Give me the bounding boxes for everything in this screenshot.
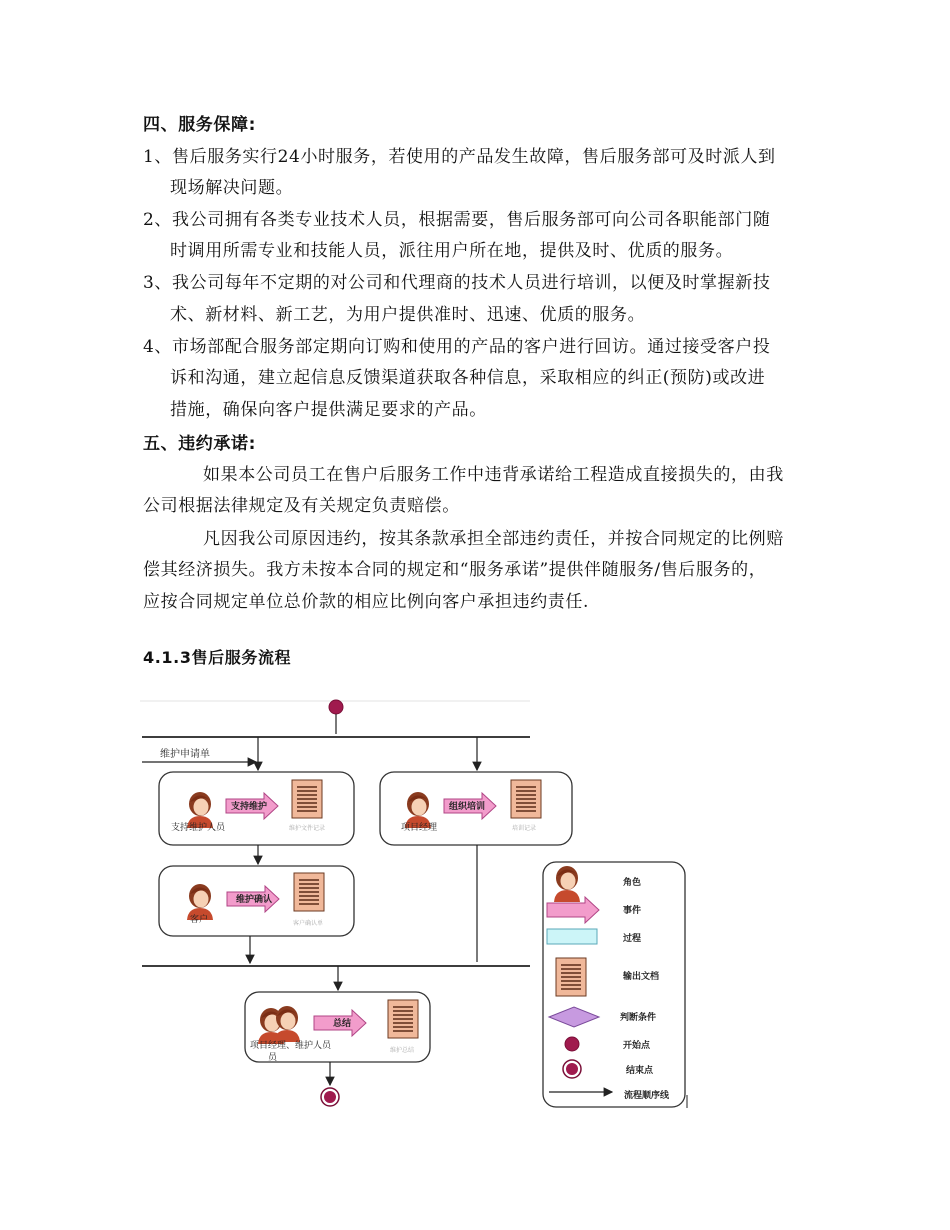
event-label: 支持维护	[231, 802, 268, 812]
svg-text:角色: 角色	[623, 878, 642, 888]
role-label: 项目经理	[401, 823, 438, 833]
input-label: 维护申请单	[160, 749, 210, 760]
doc-label: 培训记录	[512, 825, 537, 832]
event-label: 总结	[333, 1019, 352, 1029]
event-label: 维护确认	[236, 895, 273, 905]
svg-text:判断条件: 判断条件	[620, 1013, 657, 1023]
activity-box-manager	[380, 772, 572, 845]
section5-p1-line2: 公司根据法律规定及有关规定负责赔偿。	[143, 496, 460, 516]
activity-box-summary	[245, 992, 430, 1063]
legend	[543, 862, 685, 1107]
section4-item3-line1: 3、我公司每年不定期的对公司和代理商的技术人员进行培训，以便及时掌握新技	[143, 273, 771, 293]
role-label: 客户	[190, 915, 209, 925]
svg-text:流程顺序线: 流程顺序线	[624, 1091, 670, 1101]
section5-p2-line2: 偿其经济损失。我方未按本合同的规定和“服务承诺”提供伴随服务/售后服务的，	[143, 560, 767, 580]
section5-heading: 五、违约承诺:	[143, 434, 256, 454]
section5-p2-line3: 应按合同规定单位总价款的相应比例向客户承担违约责任.	[143, 592, 590, 612]
svg-text:输出文档: 输出文档	[623, 972, 660, 982]
section5-p1-line1: 如果本公司员工在售户后服务工作中违背承诺给工程造成直接损失的，由我	[203, 465, 784, 485]
section4-item2-line2: 时调用所需专业和技能人员，派往用户所在地，提供及时、优质的服务。	[170, 241, 734, 261]
flow-title: 4.1.3售后服务流程	[143, 648, 292, 667]
event-label: 组织培训	[449, 802, 486, 812]
svg-text:开始点: 开始点	[623, 1041, 651, 1051]
section4-item1-line2: 现场解决问题。	[170, 178, 294, 198]
section4-item3-line2: 术、新材料、新工艺，为用户提供准时、迅速、优质的服务。	[170, 305, 646, 325]
section5-p2-line1: 凡因我公司原因违约，按其条款承担全部违约责任，并按合同规定的比例赔	[203, 529, 784, 549]
activity-box-support	[159, 772, 354, 845]
doc-label: 维护总结	[390, 1047, 415, 1054]
svg-text:事件: 事件	[623, 906, 642, 916]
section4-item4-line1: 4、市场部配合服务部定期向订购和使用的产品的客户进行回访。通过接受客户投	[143, 337, 771, 357]
role-label: 支持维护人员	[171, 823, 226, 833]
section4-item4-line2: 诉和沟通，建立起信息反馈渠道获取各种信息，采取相应的纠正(预防)或改进	[170, 368, 766, 388]
svg-text:结束点: 结束点	[626, 1066, 654, 1076]
start-node	[329, 700, 343, 714]
section4-item4-line3: 措施，确保向客户提供满足要求的产品。	[170, 400, 487, 420]
section4-item2-line1: 2、我公司拥有各类专业技术人员，根据需要，售后服务部可向公司各职能部门随	[143, 210, 771, 230]
section4-item1-line1: 1、售后服务实行24小时服务，若使用的产品发生故障，售后服务部可及时派人到	[143, 147, 776, 167]
activity-box-customer	[159, 866, 354, 936]
doc-label: 客户确认单	[293, 920, 324, 927]
svg-text:过程: 过程	[623, 934, 642, 944]
role-label: 项目经理、维护人员	[250, 1041, 332, 1051]
svg-text:员: 员	[268, 1053, 278, 1063]
doc-label: 维护文件记录	[289, 825, 326, 832]
section4-heading: 四、服务保障:	[143, 115, 256, 135]
